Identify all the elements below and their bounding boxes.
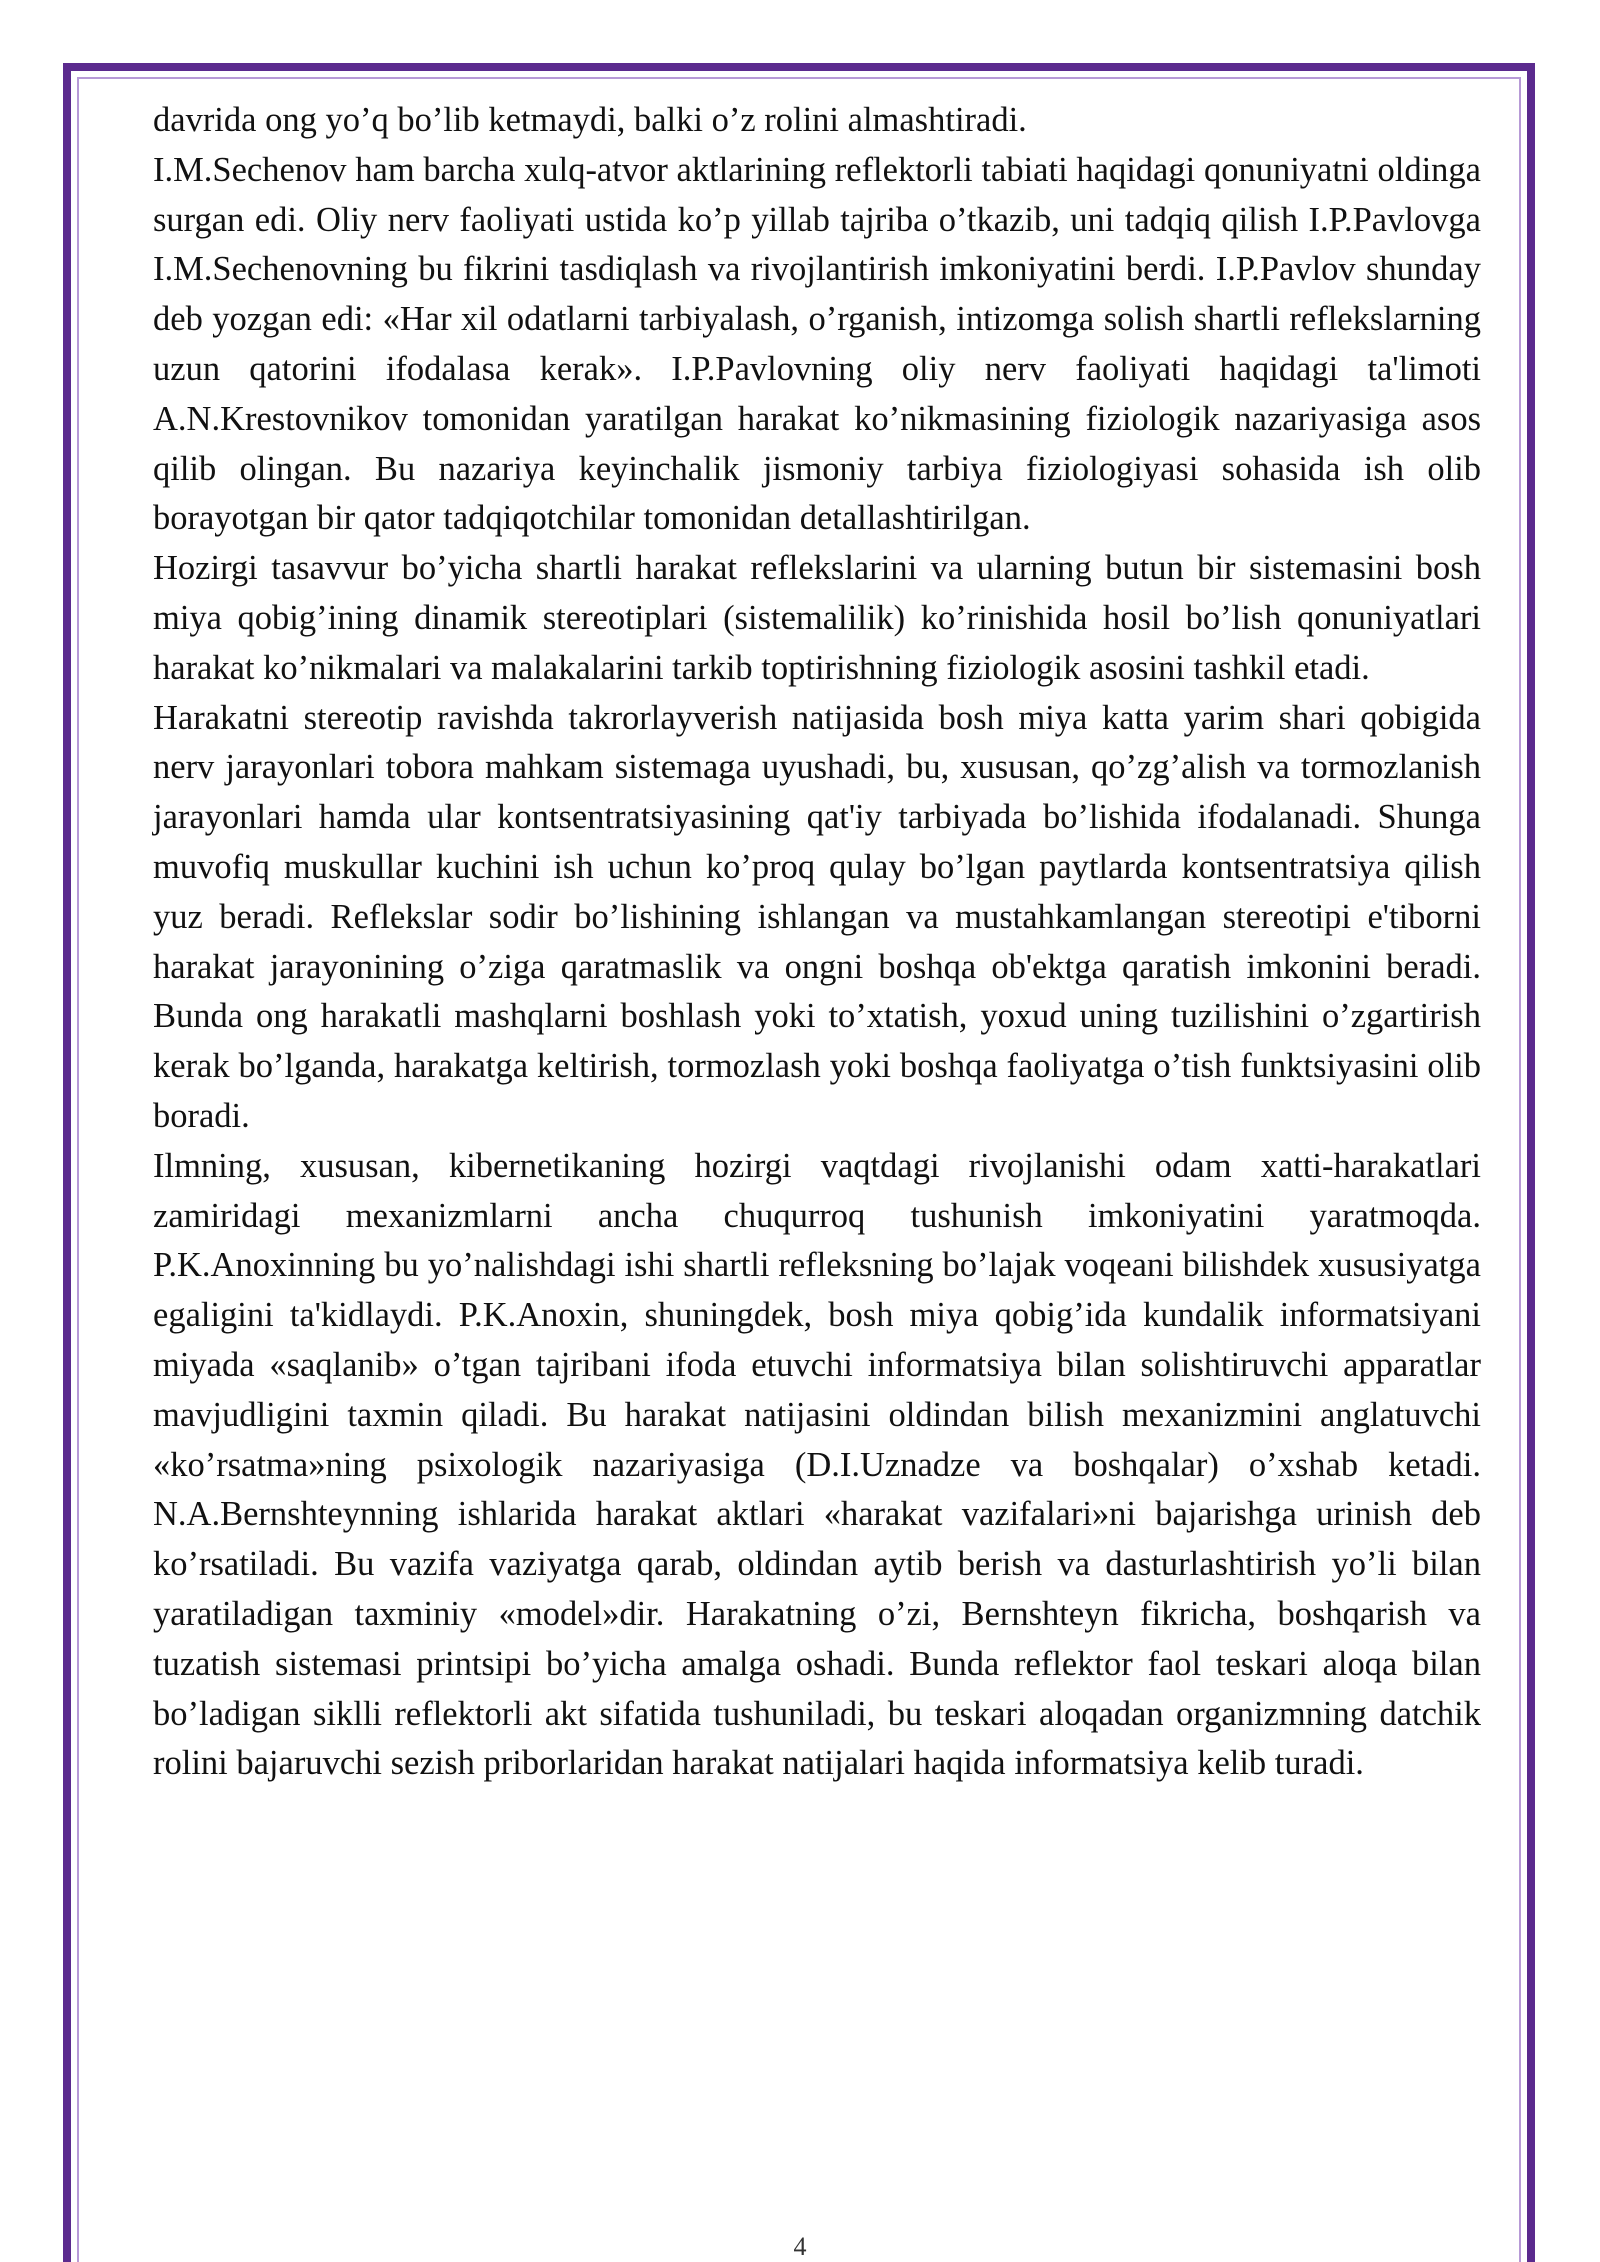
paragraph-3: Hozirgi tasavvur bo’yicha shartli harakat reflekslarini va ularning butun bir sistemasini bosh miya qobig’ining dinamik stereotiplari (sistemalilik) ko’rinishida hosil bo’lish qonuniyatlari harakat ko’nikmalari va malakalarini tarkib toptirishning fiziologik asosini tashkil etadi. — [153, 549, 1481, 687]
paragraph-5: Ilmning, xususan, kibernetikaning hozirgi vaqtdagi rivojlanishi odam xatti-harakatlari zamiridagi mexanizmlarni ancha chuqurroq tushunish imkoniyatini yaratmoqda. P.K.Anoxinning bu yo’nalishdagi ishi shartli refleksning bo’lajak voqeani bilishdek xususiyatga egaligini ta'kidlaydi. P.K.Anoxin, shuningdek, bosh miya qobig’ida kundalik informatsiyani miyada «saqlanib» o’tgan tajribani ifoda etuvchi informatsiya bilan solishtiruvchi apparatlar mavjudligini taxmin qiladi. Bu harakat natijasini oldindan bilish mexanizmini anglatuvchi «ko’rsatma»ning psixologik nazariyasiga (D.I.Uznadze va boshqalar) o’xshab ketadi. N.A.Bernshteynning ishlarida harakat aktlari «harakat vazifalari»ni bajarishga urinish deb ko’rsatiladi. Bu vazifa vaziyatga qarab, oldindan aytib berish va dasturlashtirish yo’li bilan yaratiladigan taxminiy «model»dir. Harakatning o’zi, Bernshteyn fikricha, boshqarish va tuzatish sistemasi printsipi bo’yicha amalga oshadi. Bunda reflektor faol teskari aloqa bilan bo’ladigan siklli reflektorli akt sifatida tushuniladi, bu teskari aloqadan organizmning datchik rolini bajaruvchi sezish priborlaridan harakat natijalari haqida informatsiya kelib turadi. — [153, 1146, 1481, 1783]
paragraph-2: I.M.Sechenov ham barcha xulq-atvor aktlarining reflektorli tabiati haqidagi qonuniyatni oldinga surgan edi. Oliy nerv faoliyati ustida ko’p yillab tajriba o’tkazib, uni tadqiq qilish I.P.Pavlovga I.M.Sechenovning bu fikrini tasdiqlash va rivojlantirish imkoniyatini berdi. I.P.Pavlov shunday deb yozgan edi: «Har xil odatlarni tarbiyalash, o’rganish, intizomga solish shartli reflekslarning uzun qatorini ifodalasa kerak». I.P.Pavlovning oliy nerv faoliyati haqidagi ta'limoti A.N.Krestovnikov tomonidan yaratilgan harakat ko’nikmasining fiziologik nazariyasiga asos qilib olingan. Bu nazariya keyinchalik jismoniy tarbiya fiziologiyasi sohasida ish olib borayotgan bir qator tadqiqotchilar tomonidan detallashtirilgan. — [153, 150, 1481, 538]
document-body — [153, 96, 1481, 1789]
page-number: 4 — [793, 2232, 807, 2261]
paragraph-1: davrida ong yo’q bo’lib ketmaydi, balki o’z rolini almashtiradi. — [153, 101, 1027, 139]
paragraph-4: Harakatni stereotip ravishda takrorlayverish natijasida bosh miya katta yarim shari qobigida nerv jarayonlari tobora mahkam sistemaga uyushadi, bu, xususan, qo’zg’alish va tormozlanish jarayonlari hamda ular kontsentratsiyasining qat'iy tarbiyada bo’lishida ifodalanadi. Shunga muvofiq muskullar kuchini ish uchun ko’proq qulay bo’lgan paytlarda kontsentratsiya qilish yuz beradi. Reflekslar sodir bo’lishining ishlangan va mustahkamlangan stereotipi e'tiborni harakat jarayonining o’ziga qaratmaslik va ongni boshqa ob'ektga qaratish imkonini beradi. Bunda ong harakatli mashqlarni boshlash yoki to’xtatish, yoxud uning tuzilishini o’zgartirish kerak bo’lganda, harakatga keltirish, tormozlash yoki boshqa faoliyatga o’tish funktsiyasini olib boradi. — [153, 698, 1481, 1135]
